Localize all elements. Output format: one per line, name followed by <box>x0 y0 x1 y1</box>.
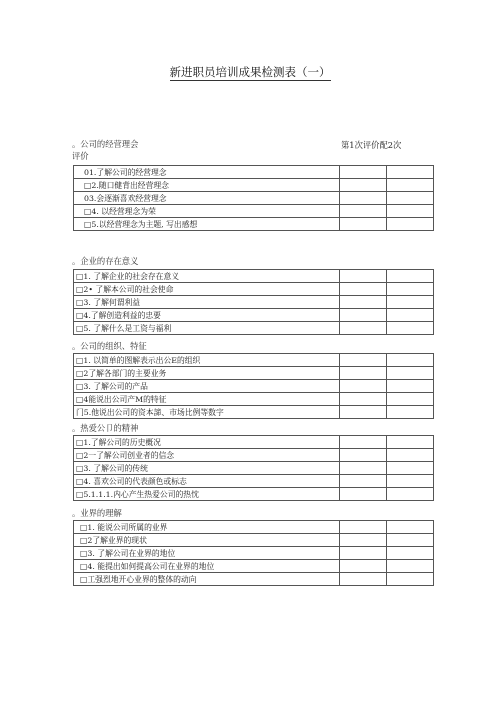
item-label: □3. 了解公司的传统 <box>74 462 340 475</box>
second-eval-cell[interactable] <box>387 179 434 192</box>
table-row <box>74 534 434 547</box>
evaluation-sub-label: 评价 <box>72 151 89 161</box>
item-label: □2一了解公司创业者的信念 <box>74 449 340 462</box>
item-label: □1. 了解企业的社会存在意义 <box>74 270 340 283</box>
item-label: 03.会逐渐喜欢经营理念 <box>74 192 340 205</box>
item-label: □4.了解创造利益的忠要 <box>74 309 340 322</box>
first-eval-cell[interactable] <box>340 166 387 179</box>
table-row <box>74 354 434 367</box>
item-label: 01.了解公司的经营理念 <box>74 166 340 179</box>
second-eval-cell[interactable] <box>387 309 434 322</box>
item-label: □4. 以经营理念为荣 <box>74 205 340 218</box>
table-row <box>74 475 434 488</box>
second-eval-cell[interactable] <box>387 166 434 179</box>
first-eval-cell[interactable] <box>340 521 387 534</box>
first-eval-cell[interactable] <box>340 322 387 335</box>
first-eval-cell[interactable] <box>340 573 387 586</box>
item-label: □3. 了解公司的产品 <box>74 380 340 393</box>
first-eval-cell[interactable] <box>340 205 387 218</box>
first-eval-cell[interactable] <box>340 488 387 501</box>
section-heading-philosophy: 。公司的经营理会 <box>72 139 139 149</box>
item-label: □5.以经营理念为主题, 写出感想 <box>74 218 340 231</box>
second-eval-cell[interactable] <box>387 322 434 335</box>
table-row <box>74 560 434 573</box>
table-row <box>74 322 434 335</box>
item-label: □1. 能说公司所属的业界 <box>74 521 340 534</box>
item-label: □2.随口健背出经营理念 <box>74 179 340 192</box>
table-industry <box>73 520 434 586</box>
second-eval-cell[interactable] <box>387 354 434 367</box>
table-row <box>74 521 434 534</box>
table-organization <box>73 353 434 419</box>
item-label: □2了解各部门的主要业务 <box>74 367 340 380</box>
table-row <box>74 166 434 179</box>
table-row <box>74 270 434 283</box>
table-row <box>74 436 434 449</box>
second-eval-cell[interactable] <box>387 380 434 393</box>
table-row <box>74 573 434 586</box>
item-label: □3. 了解公司在业界的地位 <box>74 547 340 560</box>
first-eval-cell[interactable] <box>340 380 387 393</box>
second-eval-cell[interactable] <box>387 521 434 534</box>
second-eval-cell[interactable] <box>387 449 434 462</box>
item-label: 门5.他说出公司的资本諦、市场比例等数字 <box>74 406 340 419</box>
table-existence <box>73 269 434 335</box>
table-row <box>74 547 434 560</box>
first-eval-cell[interactable] <box>340 354 387 367</box>
table-row <box>74 393 434 406</box>
item-label: □2• 了解本公司的社会使命 <box>74 283 340 296</box>
second-eval-cell[interactable] <box>387 367 434 380</box>
first-eval-cell[interactable] <box>340 179 387 192</box>
first-eval-cell[interactable] <box>340 436 387 449</box>
table-row <box>74 462 434 475</box>
table-love-company <box>73 435 434 501</box>
item-label: □4. 能提出如何提高公司在业界的地位 <box>74 560 340 573</box>
table-row <box>74 367 434 380</box>
page-title: 新进职员培训成果检测表（一） <box>169 65 331 79</box>
evaluation-columns-label: 第1次评价配2次 <box>341 140 402 150</box>
item-label: □1.了解公司的历史概况 <box>74 436 340 449</box>
first-eval-cell[interactable] <box>340 475 387 488</box>
item-label: □5.1.1.1.内心产生热爱公司的热忱 <box>74 488 340 501</box>
second-eval-cell[interactable] <box>387 218 434 231</box>
second-eval-cell[interactable] <box>387 475 434 488</box>
item-label: □4. 喜欢公司的代表颜色或标志 <box>74 475 340 488</box>
table-row <box>74 406 434 419</box>
first-eval-cell[interactable] <box>340 462 387 475</box>
first-eval-cell[interactable] <box>340 218 387 231</box>
first-eval-cell[interactable] <box>340 367 387 380</box>
second-eval-cell[interactable] <box>387 406 434 419</box>
table-row <box>74 449 434 462</box>
second-eval-cell[interactable] <box>387 547 434 560</box>
item-label: □2了解业界的现状 <box>74 534 340 547</box>
first-eval-cell[interactable] <box>340 560 387 573</box>
second-eval-cell[interactable] <box>387 462 434 475</box>
second-eval-cell[interactable] <box>387 436 434 449</box>
first-eval-cell[interactable] <box>340 296 387 309</box>
second-eval-cell[interactable] <box>387 270 434 283</box>
second-eval-cell[interactable] <box>387 393 434 406</box>
second-eval-cell[interactable] <box>387 573 434 586</box>
second-eval-cell[interactable] <box>387 488 434 501</box>
first-eval-cell[interactable] <box>340 309 387 322</box>
first-eval-cell[interactable] <box>340 270 387 283</box>
second-eval-cell[interactable] <box>387 296 434 309</box>
first-eval-cell[interactable] <box>340 283 387 296</box>
second-eval-cell[interactable] <box>387 283 434 296</box>
table-row <box>74 283 434 296</box>
first-eval-cell[interactable] <box>340 449 387 462</box>
first-eval-cell[interactable] <box>340 393 387 406</box>
section-heading-love-company: 。热爱公卩的精神 <box>72 423 139 433</box>
table-row <box>74 296 434 309</box>
section-heading-industry: 。业界的理解 <box>72 508 122 518</box>
table-row <box>74 205 434 218</box>
item-label: □工强烈地开心业界的整体的动向 <box>74 573 340 586</box>
second-eval-cell[interactable] <box>387 560 434 573</box>
table-row <box>74 380 434 393</box>
item-label: □3. 了解何谓利益 <box>74 296 340 309</box>
first-eval-cell[interactable] <box>340 192 387 205</box>
first-eval-cell[interactable] <box>340 406 387 419</box>
second-eval-cell[interactable] <box>387 534 434 547</box>
table-philosophy <box>73 165 434 231</box>
item-label: □5. 了解什么是工资与福利 <box>74 322 340 335</box>
table-row <box>74 192 434 205</box>
table-row <box>74 179 434 192</box>
table-row <box>74 218 434 231</box>
section-heading-existence: 。企业的存在意义 <box>72 256 139 266</box>
table-row <box>74 488 434 501</box>
item-label: □4能说出公司产M的特征 <box>74 393 340 406</box>
section-heading-organization: 。公司的组织、特征 <box>72 341 147 351</box>
first-eval-cell[interactable] <box>340 534 387 547</box>
item-label: □1. 以简单的图解表示出公E的组织 <box>74 354 340 367</box>
first-eval-cell[interactable] <box>340 547 387 560</box>
table-row <box>74 309 434 322</box>
second-eval-cell[interactable] <box>387 205 434 218</box>
second-eval-cell[interactable] <box>387 192 434 205</box>
